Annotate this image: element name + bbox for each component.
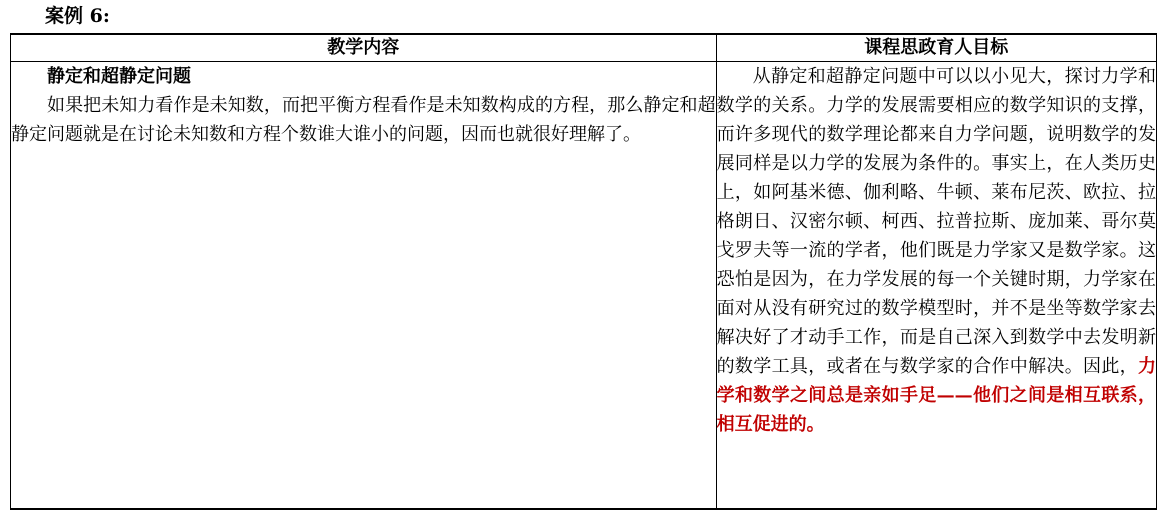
content-subtitle: 静定和超静定问题	[47, 66, 191, 87]
goal-paragraph	[717, 62, 1156, 439]
header-teaching-content: 教学内容	[11, 34, 717, 62]
content-paragraph: 如果把未知力看作是未知数，而把平衡方程看作是未知数构成的方程，那么静定和超静定问题就是在讨论未知数和方程个数谁大谁小的问题，因而也就很好理解了。	[11, 95, 716, 145]
goal-text: 从静定和超静定问题中可以以小见大，探讨力学和数学的关系。力学的发展需要相应的数学知识的支撑，而许多现代的数学理论都来自力学问题，说明数学的发展同样是以力学的发展为条件的。事实上，在人类历史上，如阿基米德、伽利略、牛顿、莱布尼茨、欧拉、拉格朗日、汉密尔顿、柯西、拉普拉斯、庞加莱、哥尔莫戈罗夫等一流的学者，他们既是力学家又是数学家。这恐怕是因为，在力学发展的每一个关键时期，力学家在面对从没有研究过的数学模型时，并不是坐等数学家去解决好了才动手工作，而是自己深入到数学中去发明新的数学工具，或者在与数学家的合作中解决。因此，	[716, 66, 1156, 377]
case-table	[10, 33, 1157, 510]
header-ideological-goal: 课程思政育人目标	[716, 34, 1156, 62]
ideological-goal-cell	[716, 62, 1156, 510]
table-row	[11, 62, 1157, 510]
table-header-row	[11, 34, 1157, 62]
goal-highlight: 力学和数学之间总是亲如手足——他们之间是相互联系，相互促进的。	[716, 356, 1156, 435]
teaching-content-cell	[11, 62, 717, 510]
case-title: 案例 6:	[45, 5, 110, 27]
